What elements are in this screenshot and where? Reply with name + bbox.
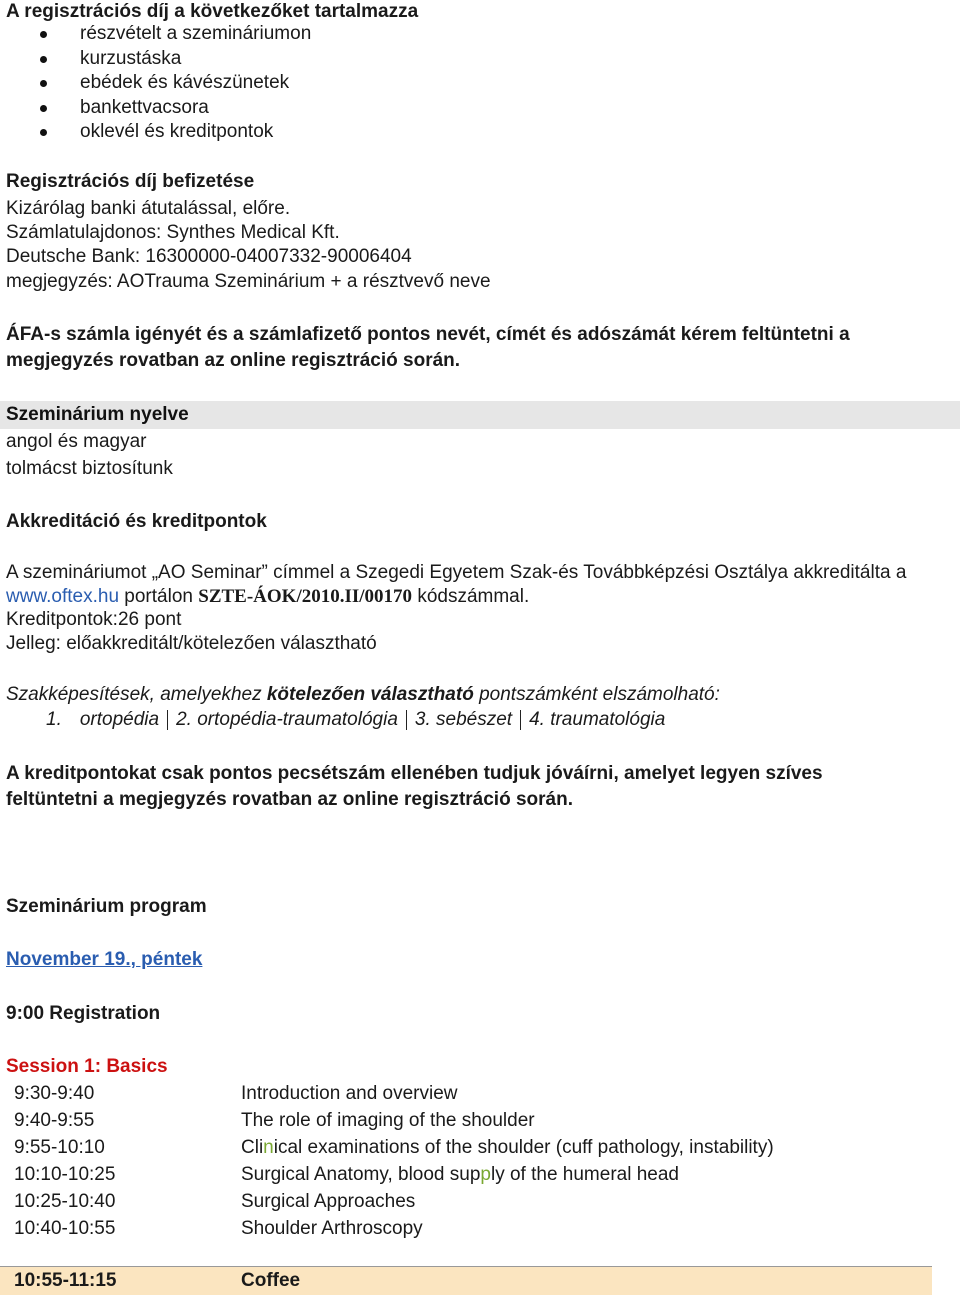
type-line: Jelleg: előakkreditált/kötelezően választható bbox=[6, 633, 377, 654]
specialties-text: Szakképesítések, amelyekhez bbox=[6, 684, 267, 705]
title-part-highlight: n bbox=[263, 1137, 274, 1158]
schedule-title: Surgical Approaches bbox=[241, 1191, 416, 1212]
accreditation-line: A szemináriumot „AO Seminar” címmel a Szegedi Egyetem Szak-és Továbbképzési Osztálya akkreditálta a bbox=[6, 562, 907, 583]
language-line: tolmácst biztosítunk bbox=[6, 458, 173, 479]
specialty-item: 4. traumatológia bbox=[529, 709, 666, 730]
separator bbox=[167, 710, 168, 730]
language-title: Szeminárium nyelve bbox=[6, 404, 189, 425]
specialty-item: ortopédia bbox=[79, 709, 160, 730]
accreditation-code: SZTE-ÁOK/2010.II/00170 bbox=[198, 586, 413, 607]
vat-line: megjegyzés rovatban az online regisztráció során. bbox=[6, 350, 461, 371]
coffee-break-row bbox=[0, 1266, 932, 1295]
list-item: részvételt a szemináriumon bbox=[0, 22, 311, 47]
portal-link-tld[interactable]: hu bbox=[97, 586, 120, 607]
schedule-time: 10:40-10:55 bbox=[14, 1218, 116, 1239]
specialty-item: 2. ortopédia-traumatológia bbox=[176, 709, 398, 730]
session-title: Session 1: Basics bbox=[6, 1056, 168, 1077]
accreditation-title: Akkreditáció és kreditpontok bbox=[6, 511, 267, 532]
program-title: Szeminárium program bbox=[6, 896, 207, 917]
payment-line: Számlatulajdonos: Synthes Medical Kft. bbox=[6, 222, 340, 243]
title-part: ical examinations of the shoulder (cuff pathology, instability) bbox=[273, 1137, 774, 1158]
credit-note: feltüntetni a megjegyzés rovatban az online regisztráció során. bbox=[6, 789, 573, 810]
coffee-label: Coffee bbox=[241, 1270, 301, 1291]
specialty-item: 3. sebészet bbox=[414, 709, 513, 730]
payment-line: Kizárólag banki átutalással, előre. bbox=[6, 198, 291, 219]
program-day-link[interactable]: November 19., péntek bbox=[6, 949, 203, 970]
schedule-time: 9:30-9:40 bbox=[14, 1083, 95, 1104]
schedule-title: Introduction and overview bbox=[241, 1083, 458, 1104]
fee-list bbox=[0, 22, 311, 145]
schedule-title bbox=[241, 1135, 774, 1161]
payment-line: Deutsche Bank: 16300000-04007332-90006404 bbox=[6, 246, 412, 267]
credit-note: A kreditpontokat csak pontos pecsétszám ellenében tudjuk jóváírni, amelyet legyen szíves bbox=[6, 763, 823, 784]
list-item: kurzustáska bbox=[0, 47, 311, 72]
specialties-line bbox=[6, 683, 720, 707]
registration-line: 9:00 Registration bbox=[6, 1003, 161, 1024]
accreditation-portal-line bbox=[6, 585, 529, 609]
schedule-title: The role of imaging of the shoulder bbox=[241, 1110, 535, 1131]
list-item: oklevél és kreditpontok bbox=[0, 120, 311, 145]
payment-title: Regisztrációs díj befizetése bbox=[6, 171, 255, 192]
list-item: ebédek és kávészünetek bbox=[0, 71, 311, 96]
schedule-time: 9:40-9:55 bbox=[14, 1110, 95, 1131]
schedule-time: 10:25-10:40 bbox=[14, 1191, 116, 1212]
schedule-title bbox=[241, 1162, 679, 1188]
specialties-text-end: pontszámként elszámolható: bbox=[473, 684, 720, 705]
separator bbox=[406, 710, 407, 730]
language-line: angol és magyar bbox=[6, 431, 147, 452]
divider bbox=[0, 1266, 932, 1267]
vat-line: ÁFA-s számla igényét és a számlafizető pontos nevét, címét és adószámát kérem feltüntetni a bbox=[6, 324, 850, 345]
coffee-time: 10:55-11:15 bbox=[14, 1270, 117, 1291]
portal-text: portálon bbox=[119, 586, 199, 607]
schedule-time: 10:10-10:25 bbox=[14, 1164, 116, 1185]
payment-line: megjegyzés: AOTrauma Szeminárium + a résztvevő neve bbox=[6, 271, 491, 292]
credits-line: Kreditpontok:26 pont bbox=[6, 609, 182, 630]
schedule-time: 9:55-10:10 bbox=[14, 1137, 105, 1158]
list-item: bankettvacsora bbox=[0, 96, 311, 121]
title-part-highlight: p bbox=[480, 1164, 491, 1185]
code-suffix: kódszámmal. bbox=[412, 586, 530, 607]
title-part: Cli bbox=[241, 1137, 264, 1158]
portal-link-text[interactable]: www.oftex. bbox=[6, 586, 98, 607]
fee-title: A regisztrációs díj a következőket tartalmazza bbox=[6, 1, 419, 22]
separator bbox=[520, 710, 521, 730]
title-part: ly of the humeral head bbox=[490, 1164, 679, 1185]
specialties-list bbox=[46, 708, 665, 732]
specialty-number: 1. bbox=[46, 709, 62, 730]
schedule-title: Shoulder Arthroscopy bbox=[241, 1218, 423, 1239]
title-part: Surgical Anatomy, blood sup bbox=[241, 1164, 481, 1185]
specialties-bold: kötelezően választható bbox=[266, 684, 474, 705]
